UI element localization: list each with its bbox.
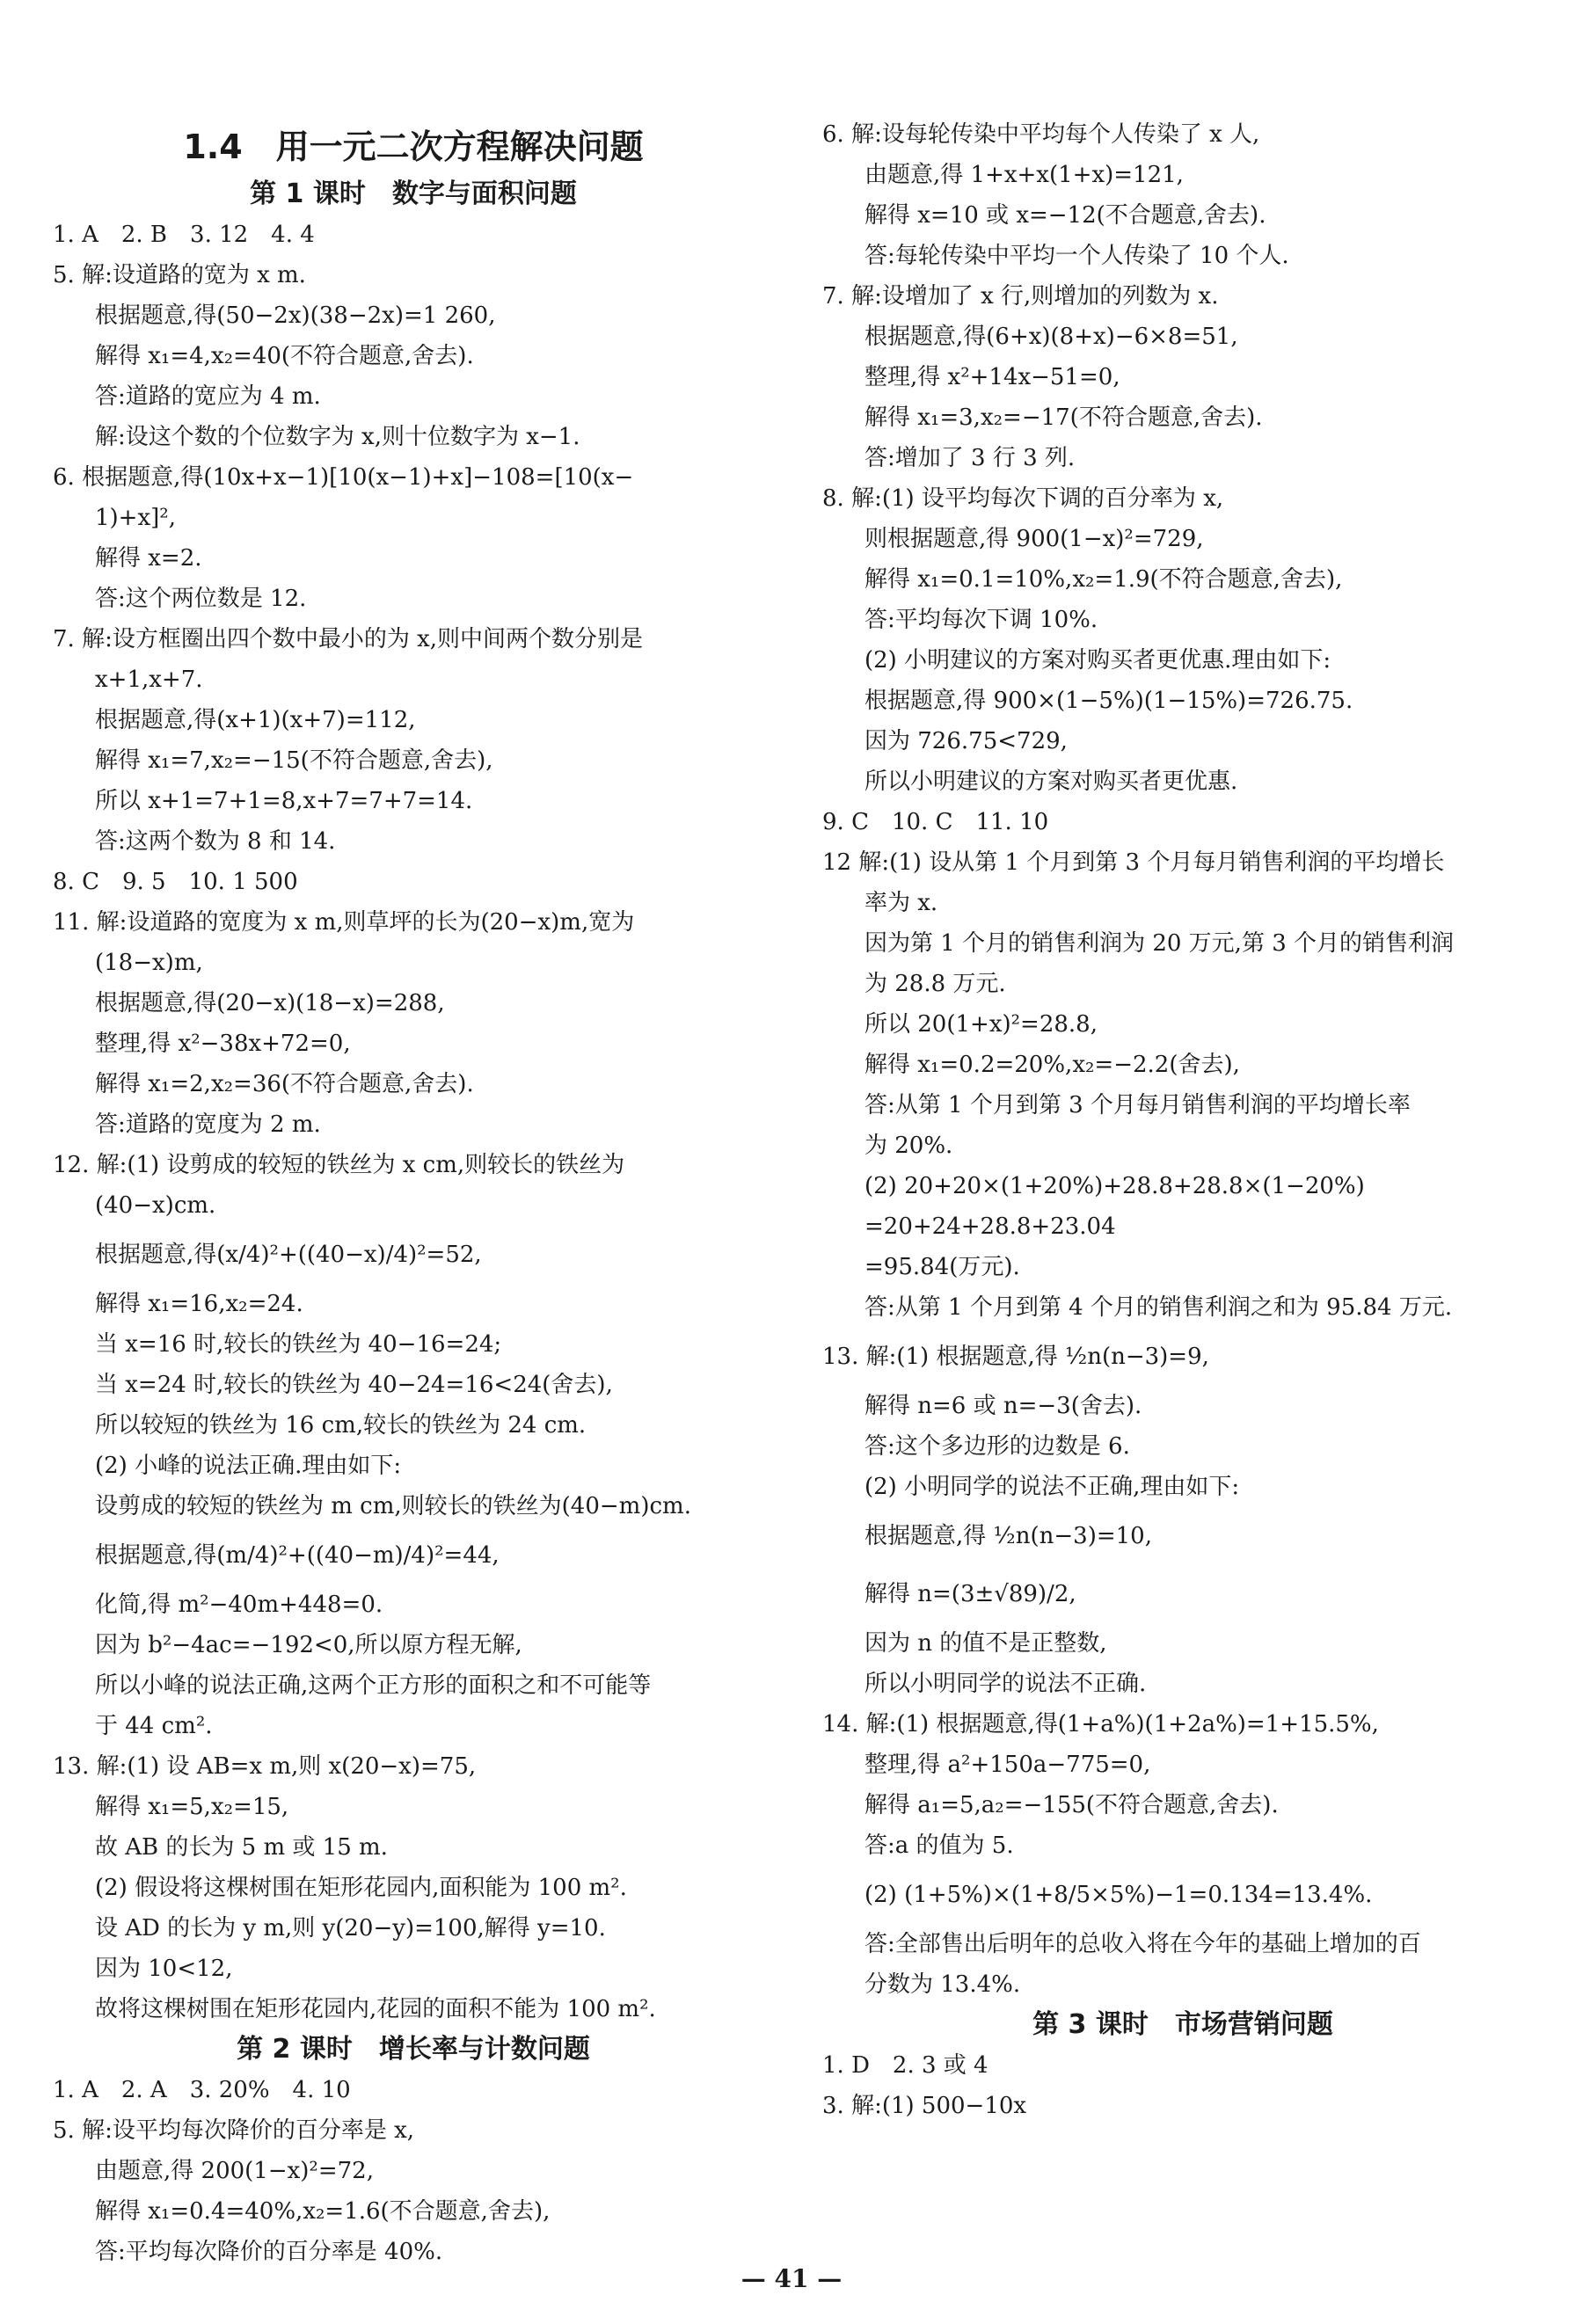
answer-line: 答:平均每次下调 10%.	[864, 607, 1098, 633]
answer-line: 整理,得 x²−38x+72=0,	[95, 1031, 351, 1057]
answer-line: 解得 x₁=0.4=40%,x₂=1.6(不合题意,舍去),	[95, 2198, 551, 2225]
answer-line: 解得 n=6 或 n=−3(舍去).	[864, 1393, 1142, 1419]
answer-line: 因为 n 的值不是正整数,	[864, 1630, 1107, 1657]
answer-line: 答:平均每次降价的百分率是 40%.	[95, 2239, 443, 2265]
answer-line: 解得 n=(3±√89)/2,	[864, 1581, 1076, 1607]
answer-line: 所以小明建议的方案对购买者更优惠.	[864, 769, 1238, 795]
answer-line: 故将这棵树围在矩形花园内,花园的面积不能为 100 m².	[95, 1996, 656, 2022]
answer-line: 解得 x₁=0.2=20%,x₂=−2.2(舍去),	[864, 1052, 1240, 1078]
answer-line: 设剪成的较短的铁丝为 m cm,则较长的铁丝为(40−m)cm.	[95, 1493, 691, 1519]
answer-line: 分数为 13.4%.	[864, 1971, 1021, 1998]
answer-line: 答:a 的值为 5.	[864, 1832, 1014, 1859]
answer-line: 12 解:(1) 设从第 1 个月到第 3 个月每月销售利润的平均增长	[822, 849, 1445, 876]
page-number: — 41 —	[740, 2264, 843, 2293]
answer-line: 答:这个两位数是 12.	[95, 586, 307, 612]
answer-line: 答:这个多边形的边数是 6.	[864, 1433, 1130, 1460]
section-heading: 第 3 课时 市场营销问题	[1032, 2009, 1333, 2040]
answer-line: 答:道路的宽应为 4 m.	[95, 383, 321, 410]
answer-line: 整理,得 x²+14x−51=0,	[864, 364, 1120, 390]
answer-line: 答:每轮传染中平均一个人传染了 10 个人.	[864, 243, 1289, 269]
left-column	[53, 114, 774, 2272]
answer-line: 13. 解:(1) 设 AB=x m,则 x(20−x)=75,	[53, 1753, 477, 1780]
answer-line: (2) 20+20×(1+20%)+28.8+28.8×(1−20%)	[864, 1173, 1365, 1199]
answer-line: 12. 解:(1) 设剪成的较短的铁丝为 x cm,则较长的铁丝为	[53, 1152, 625, 1178]
answer-line: 根据题意,得 900×(1−5%)(1−15%)=726.75.	[864, 688, 1353, 714]
answer-line: 因为 b²−4ac=−192<0,所以原方程无解,	[95, 1632, 522, 1658]
answer-line: 所以 20(1+x)²=28.8,	[864, 1011, 1098, 1038]
answer-line: 1. A 2. B 3. 12 4. 4	[53, 222, 315, 248]
answer-line: 故 AB 的长为 5 m 或 15 m.	[95, 1834, 388, 1861]
answer-line: 解得 x₁=2,x₂=36(不符合题意,舍去).	[95, 1071, 474, 1097]
answer-line: 解得 a₁=5,a₂=−155(不符合题意,舍去).	[864, 1792, 1279, 1818]
answer-line: 5. 解:设平均每次降价的百分率是 x,	[53, 2117, 415, 2144]
answer-line: 7. 解:设增加了 x 行,则增加的列数为 x.	[822, 283, 1219, 310]
answer-line: 答:这两个数为 8 和 14.	[95, 828, 336, 855]
answer-line: 7. 解:设方框圈出四个数中最小的为 x,则中间两个数分别是	[53, 626, 644, 652]
answer-line: 根据题意,得(50−2x)(38−2x)=1 260,	[95, 302, 496, 329]
answer-line: 所以 x+1=7+1=8,x+7=7+7=14.	[95, 788, 473, 814]
answer-line: 8. C 9. 5 10. 1 500	[53, 869, 298, 895]
answer-line: 化简,得 m²−40m+448=0.	[95, 1592, 383, 1618]
answer-line: 所以较短的铁丝为 16 cm,较长的铁丝为 24 cm.	[95, 1412, 587, 1439]
answer-line: 因为 10<12,	[95, 1956, 233, 1982]
answer-line: 根据题意,得 ½n(n−3)=10,	[864, 1523, 1152, 1549]
answer-line: 5. 解:设道路的宽为 x m.	[53, 262, 306, 288]
answer-line: 根据题意,得(m/4)²+((40−m)/4)²=44,	[95, 1542, 500, 1569]
answer-line: (2) 假设将这棵树围在矩形花园内,面积能为 100 m².	[95, 1875, 627, 1901]
answer-line: 因为第 1 个月的销售利润为 20 万元,第 3 个月的销售利润	[864, 930, 1455, 957]
answer-line: 根据题意,得(x+1)(x+7)=112,	[95, 707, 416, 733]
answer-line: 解得 x=2.	[95, 545, 202, 572]
answer-line: 因为 726.75<729,	[864, 728, 1068, 754]
answer-line: 13. 解:(1) 根据题意,得 ½n(n−3)=9,	[822, 1344, 1209, 1370]
answer-line: 所以小峰的说法正确,这两个正方形的面积之和不可能等	[95, 1672, 652, 1699]
answer-line: 答:从第 1 个月到第 3 个月每月销售利润的平均增长率	[864, 1092, 1411, 1118]
answer-line: 解得 x₁=16,x₂=24.	[95, 1291, 303, 1317]
section-heading: 第 1 课时 数字与面积问题	[250, 178, 577, 209]
answer-line: 8. 解:(1) 设平均每次下调的百分率为 x,	[822, 485, 1224, 512]
answer-line: (18−x)m,	[95, 950, 203, 976]
answer-line: 设 AD 的长为 y m,则 y(20−y)=100,解得 y=10.	[95, 1915, 606, 1942]
answer-line: 3. 解:(1) 500−10x	[822, 2093, 1027, 2119]
answer-line: 为 28.8 万元.	[864, 971, 1006, 997]
answer-line: (2) (1+5%)×(1+8/5×5%)−1=0.134=13.4%.	[864, 1882, 1373, 1908]
answer-line: (40−x)cm.	[95, 1192, 216, 1219]
answer-line: x+1,x+7.	[95, 667, 203, 693]
answer-line: 整理,得 a²+150a−775=0,	[864, 1752, 1151, 1778]
section-heading: 第 2 课时 增长率与计数问题	[237, 2034, 590, 2065]
answer-line: 解得 x₁=7,x₂=−15(不符合题意,舍去),	[95, 747, 493, 774]
answer-line: 11. 解:设道路的宽度为 x m,则草坪的长为(20−x)m,宽为	[53, 909, 635, 936]
answer-line: 14. 解:(1) 根据题意,得(1+a%)(1+2a%)=1+15.5%,	[822, 1711, 1379, 1738]
answer-line: (2) 小明建议的方案对购买者更优惠.理由如下:	[864, 647, 1331, 674]
answer-line: =20+24+28.8+23.04	[864, 1213, 1116, 1240]
answer-line: 根据题意,得(20−x)(18−x)=288,	[95, 990, 445, 1016]
answer-line: 1)+x]²,	[95, 505, 176, 531]
right-column	[822, 114, 1543, 2126]
answer-line: 解得 x₁=3,x₂=−17(不符合题意,舍去).	[864, 404, 1263, 431]
answer-line: 根据题意,得(x/4)²+((40−x)/4)²=52,	[95, 1242, 482, 1268]
answer-line: (2) 小峰的说法正确.理由如下:	[95, 1453, 402, 1479]
answer-line: 答:道路的宽度为 2 m.	[95, 1111, 321, 1138]
answer-line: 解得 x=10 或 x=−12(不合题意,舍去).	[864, 202, 1266, 229]
answer-line: 6. 解:设每轮传染中平均每个人传染了 x 人,	[822, 121, 1260, 148]
answer-line: (2) 小明同学的说法不正确,理由如下:	[864, 1474, 1240, 1500]
answer-line: 则根据题意,得 900(1−x)²=729,	[864, 526, 1204, 552]
answer-line: 答:全部售出后明年的总收入将在今年的基础上增加的百	[864, 1931, 1421, 1957]
answer-line: 根据题意,得(6+x)(8+x)−6×8=51,	[864, 324, 1238, 350]
answer-line: 于 44 cm².	[95, 1713, 213, 1739]
page-title: 1.4 用一元二次方程解决问题	[183, 127, 644, 166]
answer-line: =95.84(万元).	[864, 1254, 1020, 1280]
answer-line: 答:从第 1 个月到第 4 个月的销售利润之和为 95.84 万元.	[864, 1294, 1453, 1321]
answer-line: 1. A 2. A 3. 20% 4. 10	[53, 2077, 351, 2103]
answer-line: 由题意,得 200(1−x)²=72,	[95, 2158, 374, 2184]
answer-line: 率为 x.	[864, 890, 938, 916]
answer-line: 6. 根据题意,得(10x+x−1)[10(x−1)+x]−108=[10(x−	[53, 464, 634, 491]
answer-line: 答:增加了 3 行 3 列.	[864, 445, 1076, 471]
answer-line: 当 x=16 时,较长的铁丝为 40−16=24;	[95, 1331, 502, 1358]
answer-line: 为 20%.	[864, 1133, 953, 1159]
answer-line: 由题意,得 1+x+x(1+x)=121,	[864, 162, 1184, 188]
answer-line: 解得 x₁=4,x₂=40(不符合题意,舍去).	[95, 343, 474, 369]
answer-line: 当 x=24 时,较长的铁丝为 40−24=16<24(舍去),	[95, 1372, 613, 1398]
answer-line: 所以小明同学的说法不正确.	[864, 1671, 1147, 1697]
answer-line: 解:设这个数的个位数字为 x,则十位数字为 x−1.	[95, 424, 580, 450]
answer-line: 解得 x₁=5,x₂=15,	[95, 1794, 289, 1820]
answer-line: 1. D 2. 3 或 4	[822, 2052, 988, 2079]
answer-line: 解得 x₁=0.1=10%,x₂=1.9(不符合题意,舍去),	[864, 566, 1343, 593]
answer-line: 9. C 10. C 11. 10	[822, 809, 1049, 835]
